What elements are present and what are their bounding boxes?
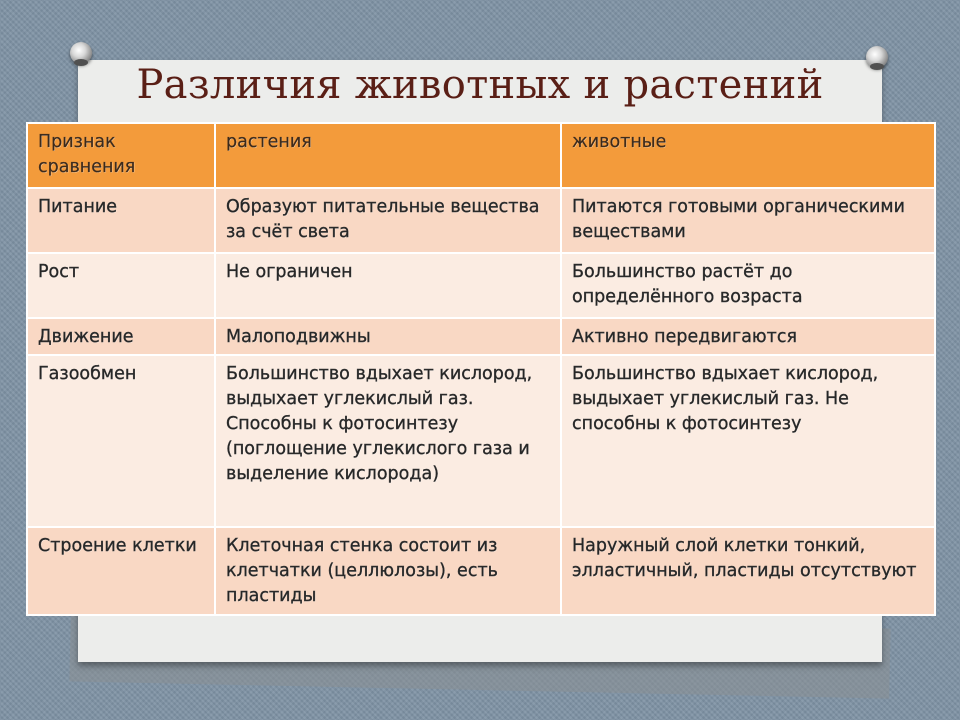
table-row	[27, 355, 935, 527]
cell-animals: Питаются готовыми органическими веществами	[561, 188, 935, 253]
header-criterion: Признак сравнения	[27, 123, 215, 188]
table-row	[27, 253, 935, 318]
table-row	[27, 527, 935, 615]
cell-plants: Большинство вдыхает кислород, выдыхает углекислый газ. Способны к фотосинтезу (поглощение углекислого газа и выделение кислорода)	[215, 355, 561, 527]
cell-animals: Активно передвигаются	[561, 318, 935, 355]
cell-animals: Большинство растёт до определённого возраста	[561, 253, 935, 318]
header-plants: растения	[215, 123, 561, 188]
pushpin-icon	[70, 42, 92, 64]
cell-criterion: Строение клетки	[27, 527, 215, 615]
cell-criterion: Движение	[27, 318, 215, 355]
cell-plants: Не ограничен	[215, 253, 561, 318]
cell-animals: Наружный слой клетки тонкий, элластичный, пластиды отсутствуют	[561, 527, 935, 615]
cell-plants: Малоподвижны	[215, 318, 561, 355]
slide-title: Различия животных и растений	[136, 62, 824, 108]
cell-criterion: Рост	[27, 253, 215, 318]
cell-plants: Клеточная стенка состоит из клетчатки (целлюлозы), есть пластиды	[215, 527, 561, 615]
cell-criterion: Питание	[27, 188, 215, 253]
cell-criterion: Газообмен	[27, 355, 215, 527]
header-animals: животные	[561, 123, 935, 188]
comparison-table	[26, 122, 936, 616]
cell-animals: Большинство вдыхает кислород, выдыхает углекислый газ. Не способны к фотосинтезу	[561, 355, 935, 527]
table-row	[27, 188, 935, 253]
cell-plants: Образуют питательные вещества за счёт света	[215, 188, 561, 253]
table-row	[27, 318, 935, 355]
table-header-row	[27, 123, 935, 188]
